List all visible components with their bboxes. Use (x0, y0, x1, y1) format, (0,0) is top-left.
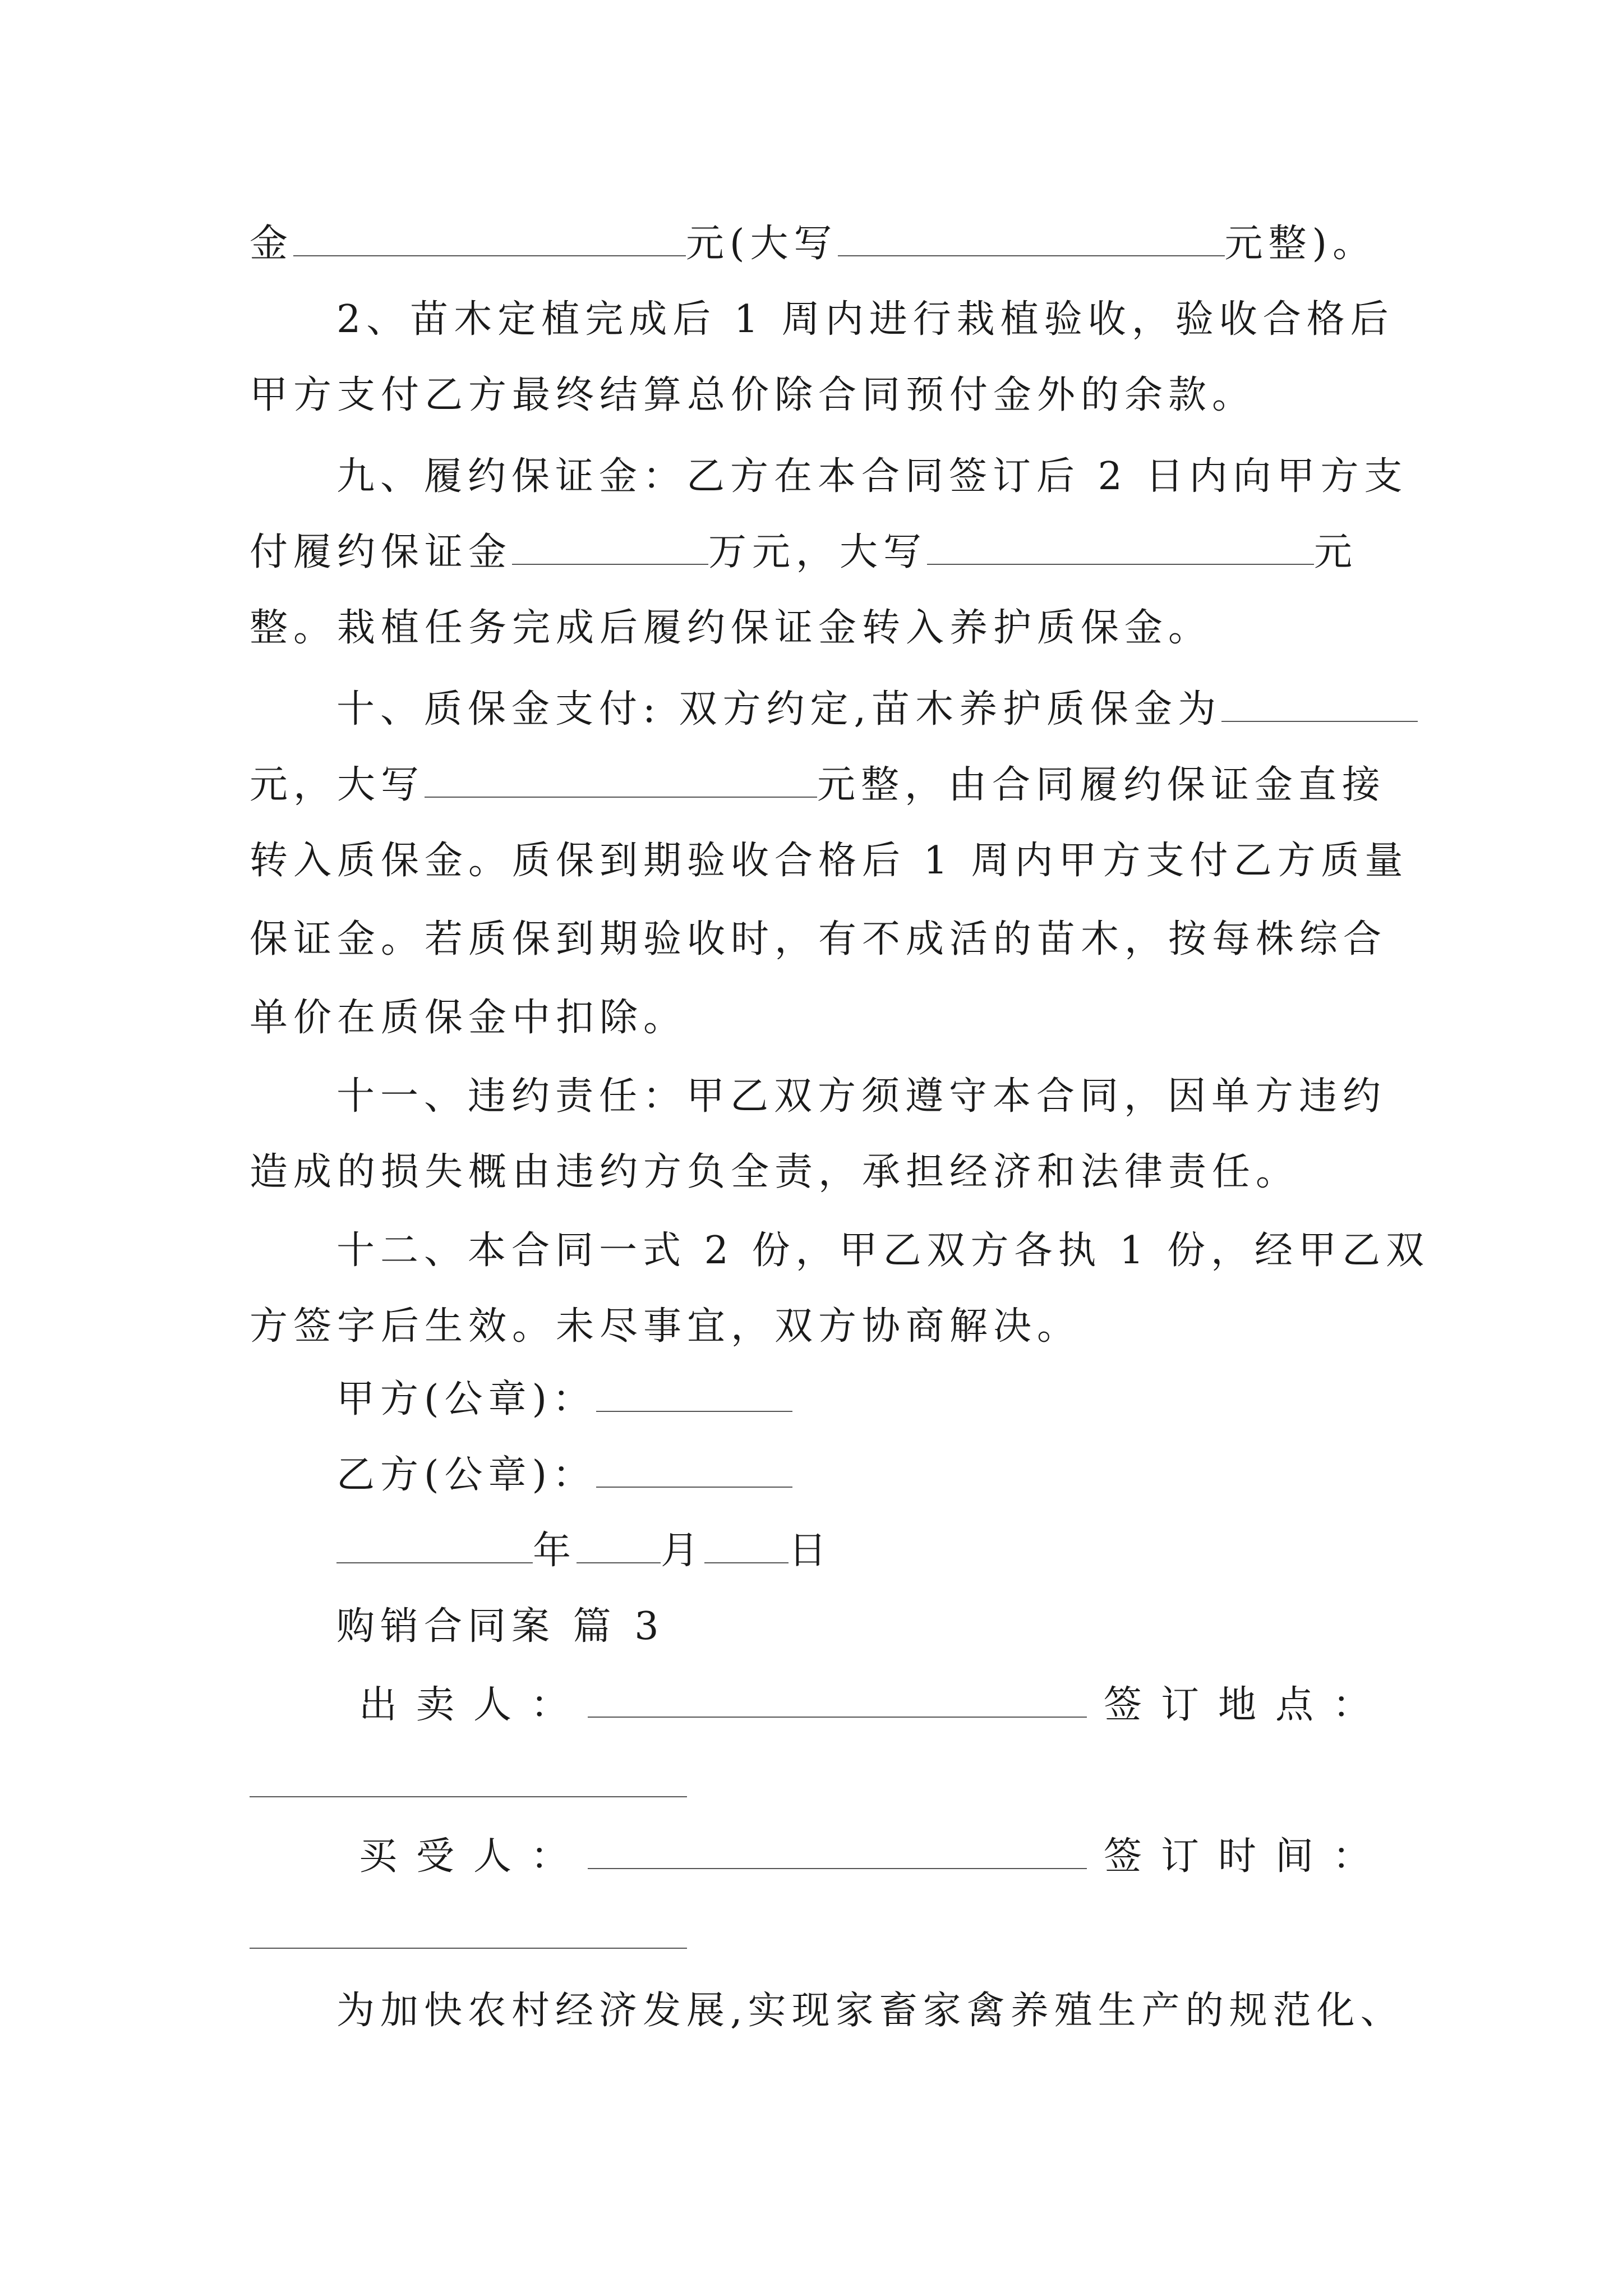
text-line: 2、苗木定植完成后 1 周内进行栽植验收，验收合格后 (336, 297, 1394, 342)
text: 买受人： (359, 1834, 588, 1879)
text-line: 十一、违约责任：甲乙双方须遵守本合同，因单方违约 (336, 1074, 1387, 1119)
blank-field[interactable] (293, 222, 686, 256)
blank-field[interactable] (838, 222, 1225, 256)
text-line: 九、履约保证金：乙方在本合同签订后 2 日内向甲方支 (336, 454, 1408, 499)
blank-field[interactable] (512, 530, 708, 565)
seller-line (359, 1683, 1390, 1728)
text-line: 保证金。若质保到期验收时，有不成活的苗木，按每株综合 (250, 917, 1387, 961)
text: 十、质保金支付: 双方约定,苗木养护质保金为 (336, 687, 1222, 731)
blank-field[interactable] (250, 1795, 687, 1797)
text-line: 方签字后生效。未尽事宜，双方协商解决。 (250, 1304, 1081, 1349)
text: 金 (250, 222, 294, 266)
blank-field[interactable] (704, 1529, 789, 1563)
text-line: 整。栽植任务完成后履约保证金转入养护质保金。 (250, 606, 1212, 650)
text-line: 转入质保金。质保到期验收合格后 1 周内甲方支付乙方质量 (250, 839, 1409, 883)
text-line: 单价在质保金中扣除。 (250, 996, 688, 1040)
text: 年 (533, 1529, 577, 1573)
text: 日 (789, 1529, 833, 1573)
blank-field[interactable] (577, 1529, 661, 1563)
text-line: 造成的损失概由违约方负全责，承担经济和法律责任。 (250, 1150, 1300, 1194)
text: 元整，由合同履约保证金直接 (817, 763, 1386, 807)
text: 月 (661, 1529, 705, 1573)
blank-field[interactable] (425, 763, 817, 798)
text-line: 甲方支付乙方最终结算总价除合同预付金外的余款。 (250, 373, 1256, 417)
text-line: 为加快农村经济发展,实现家畜家禽养殖生产的规范化、 (336, 1989, 1404, 2033)
text: 出卖人： (359, 1683, 588, 1727)
text: 万元，大写 (708, 530, 928, 574)
section-title: 购销合同案 篇 3 (336, 1604, 665, 1649)
text-line (250, 763, 1386, 808)
text-line: 十二、本合同一式 2 份，甲乙双方各执 1 份，经甲乙双 (336, 1228, 1430, 1273)
signature-line-party-a (336, 1377, 792, 1422)
blank-field[interactable] (596, 1377, 792, 1412)
text: 乙方(公章)： (336, 1453, 597, 1497)
text: 元，大写 (250, 763, 425, 807)
text: 签订地点： (1104, 1683, 1390, 1727)
blank-field[interactable] (250, 1947, 687, 1949)
text: 甲方(公章)： (336, 1377, 597, 1421)
text: 元(大写 (686, 222, 838, 266)
blank-field[interactable] (927, 530, 1314, 565)
signature-line-party-b (336, 1453, 792, 1498)
blank-field[interactable] (336, 1529, 533, 1563)
blank-field[interactable] (588, 1683, 1087, 1718)
buyer-line (359, 1834, 1390, 1879)
text-line (250, 530, 1358, 575)
text: 元 (1314, 530, 1358, 574)
blank-field[interactable] (1221, 687, 1418, 722)
blank-field[interactable] (588, 1834, 1087, 1869)
text: 元整)。 (1224, 222, 1377, 266)
text-line (336, 687, 1418, 732)
text: 付履约保证金 (250, 530, 513, 574)
blank-field[interactable] (596, 1453, 792, 1488)
text: 签订时间： (1104, 1834, 1390, 1879)
text-line (250, 222, 1376, 266)
date-line (336, 1529, 832, 1573)
